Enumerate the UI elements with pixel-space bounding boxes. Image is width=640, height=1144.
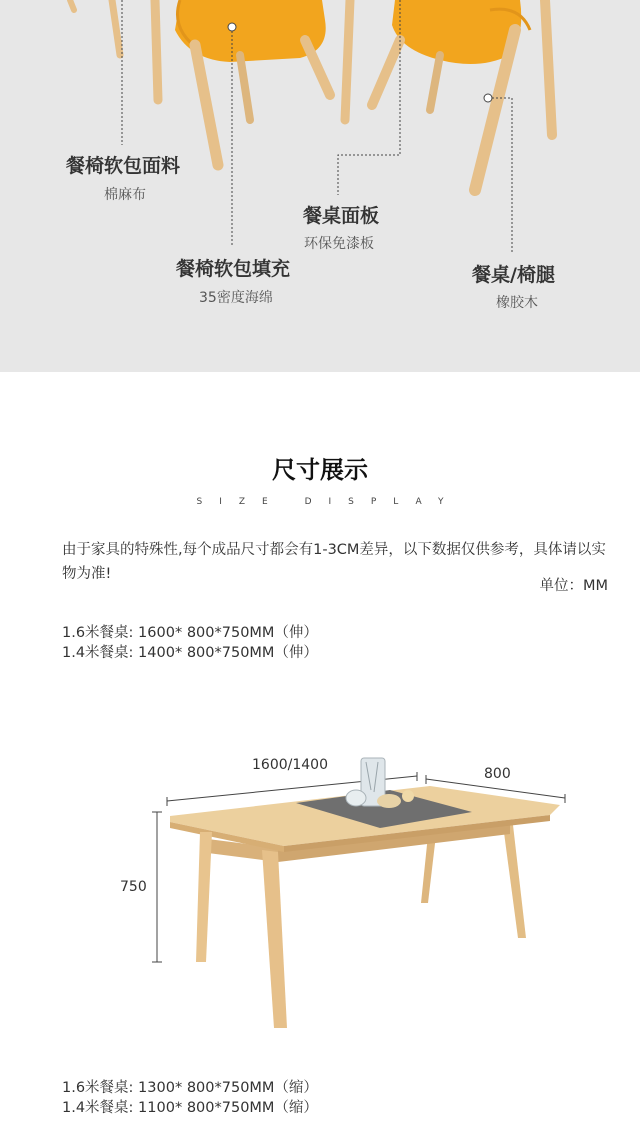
- table-dimension-diagram: [0, 740, 640, 1060]
- material-sub-tabletop: 环保免漆板: [304, 236, 374, 252]
- section-subtitle: SIZE DISPLAY: [196, 497, 461, 507]
- right-chair: [345, 0, 552, 190]
- material-title-tabletop: 餐桌面板: [303, 205, 380, 227]
- height-dimension-label: 750: [120, 879, 147, 895]
- material-title-legs: 餐桌/椅腿: [472, 264, 555, 286]
- material-sub-chair-filling: 35密度海绵: [199, 290, 273, 306]
- size-description: 由于家具的特殊性,每个成品尺寸都会有1-3CM差异，以下数据仅供参考，具体请以实物为准!: [62, 542, 606, 582]
- table-legs-front: [196, 832, 287, 1028]
- section-title: 尺寸展示: [272, 456, 368, 484]
- unit-label: 单位：MM: [539, 578, 608, 594]
- material-sub-chair-fabric: 棉麻布: [104, 187, 146, 203]
- material-section: [0, 0, 640, 372]
- width-dimension-label: 800: [484, 766, 511, 782]
- material-title-chair-fabric: 餐椅软包面料: [66, 155, 181, 177]
- chair-illustration: [0, 0, 640, 372]
- spec-retracted-1600: 1.6米餐桌: 1300* 800*750MM（缩）: [62, 1080, 318, 1096]
- material-title-chair-filling: 餐椅软包填充: [176, 258, 291, 280]
- spec-retracted-1400: 1.4米餐桌: 1100* 800*750MM（缩）: [62, 1100, 318, 1116]
- material-sub-legs: 橡胶木: [496, 295, 538, 311]
- spec-extended-1600: 1.6米餐桌: 1600* 800*750MM（伸）: [62, 625, 318, 641]
- length-dimension-label: 1600/1400: [252, 757, 328, 773]
- spec-extended-1400: 1.4米餐桌: 1400* 800*750MM（伸）: [62, 645, 318, 661]
- left-chair: [70, 0, 330, 165]
